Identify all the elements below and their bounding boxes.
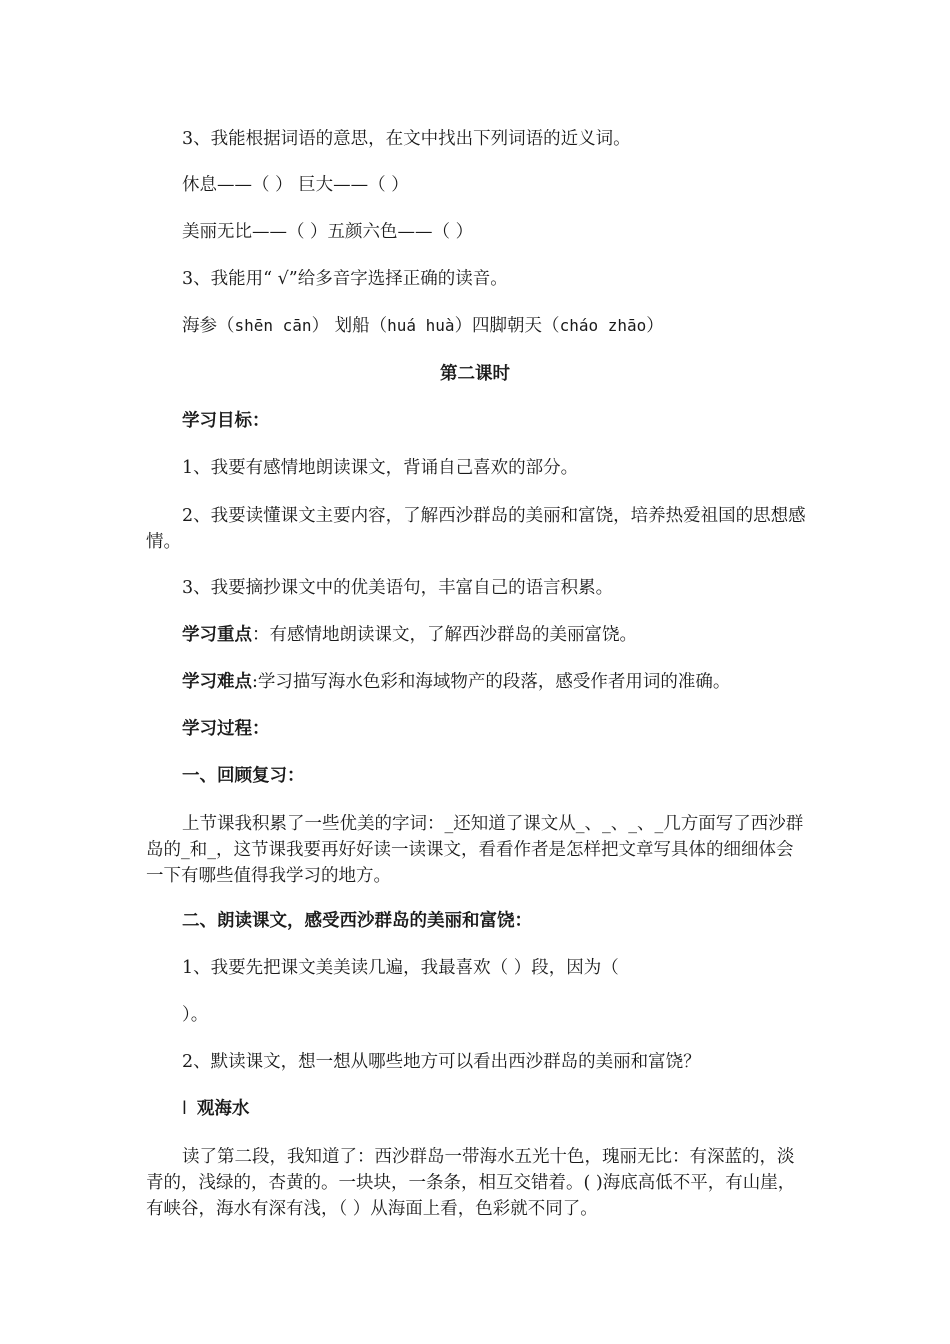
read-question-1-end: ）。 xyxy=(182,1005,209,1025)
lesson-title: 第二课时 xyxy=(440,364,510,384)
pinyin-word-b: ） 划船（ xyxy=(311,316,388,336)
focus-label: 学习重点 xyxy=(182,625,252,645)
question-synonyms: 3、我能根据词语的意思，在文中找出下列词语的近义词。 xyxy=(182,129,631,149)
synonym-row-2: 美丽无比——（ ）五颜六色——（ ） xyxy=(182,222,474,242)
pinyin-word-c: ）四脚朝天（ xyxy=(454,316,560,336)
focus-text: ：有感情地朗读课文，了解西沙群岛的美丽富饶。 xyxy=(252,625,637,645)
sea-heading: 观海水 xyxy=(196,1099,250,1119)
synonym-row-1: 休息——（ ） 巨大——（ ） xyxy=(182,175,409,195)
process-heading: 学习过程： xyxy=(182,719,270,739)
difficulty-label: 学习难点 xyxy=(182,672,252,692)
bullet-marker: l xyxy=(182,1099,187,1119)
objectives-heading: 学习目标： xyxy=(182,411,270,431)
review-heading: 一、回顾复习： xyxy=(182,766,305,786)
read-question-2: 2、默读课文，想一想从哪些地方可以看出西沙群岛的美丽和富饶？ xyxy=(182,1052,701,1072)
sea-paragraph: 读了第二段，我知道了：西沙群岛一带海水五光十色，瑰丽无比：有深蓝的，淡青的，浅绿的，杏黄的。一块块，一条条，相互交错着。( )海底高低不平，有山崖，有峡谷，海水有深有浅，（ ）从海面上看，色彩就不同了。 xyxy=(146,1147,796,1219)
sea-heading-line xyxy=(182,1096,249,1122)
difficulty-line xyxy=(182,669,730,695)
focus-line xyxy=(182,622,637,648)
read-heading: 二、朗读课文，感受西沙群岛的美丽和富饶： xyxy=(182,911,532,931)
objective-1: 1、我要有感情地朗读课文，背诵自己喜欢的部分。 xyxy=(182,458,579,478)
pinyin-word-a: 海参（ xyxy=(182,316,235,336)
difficulty-text: :学习描写海水色彩和海域物产的段落，感受作者用词的准确。 xyxy=(252,672,731,692)
pinyin-options-a: shēn cān xyxy=(234,316,312,335)
objective-3: 3、我要摘抄课文中的优美语句，丰富自己的语言积累。 xyxy=(182,578,614,598)
pinyin-end: ） xyxy=(646,316,664,336)
question-pinyin: 3、我能用“ √”给多音字选择正确的读音。 xyxy=(182,269,508,289)
review-paragraph: 上节课我积累了一些优美的字词：_还知道了课文从_、_、_、_几方面写了西沙群岛的_和_，这节课我要再好好读一读课文，看看作者是怎样把文章写具体的细细体会一下有哪些值得我学习的地方。 xyxy=(146,814,804,886)
pinyin-row xyxy=(182,313,664,339)
objective-2: 2、我要读懂课文主要内容，了解西沙群岛的美丽和富饶，培养热爱祖国的思想感情。 xyxy=(146,506,806,552)
pinyin-options-b: huá huà xyxy=(387,316,455,335)
read-question-1: 1、我要先把课文美美读几遍，我最喜欢（ ）段，因为（ xyxy=(182,958,619,978)
pinyin-options-c: cháo zhāo xyxy=(559,316,647,335)
